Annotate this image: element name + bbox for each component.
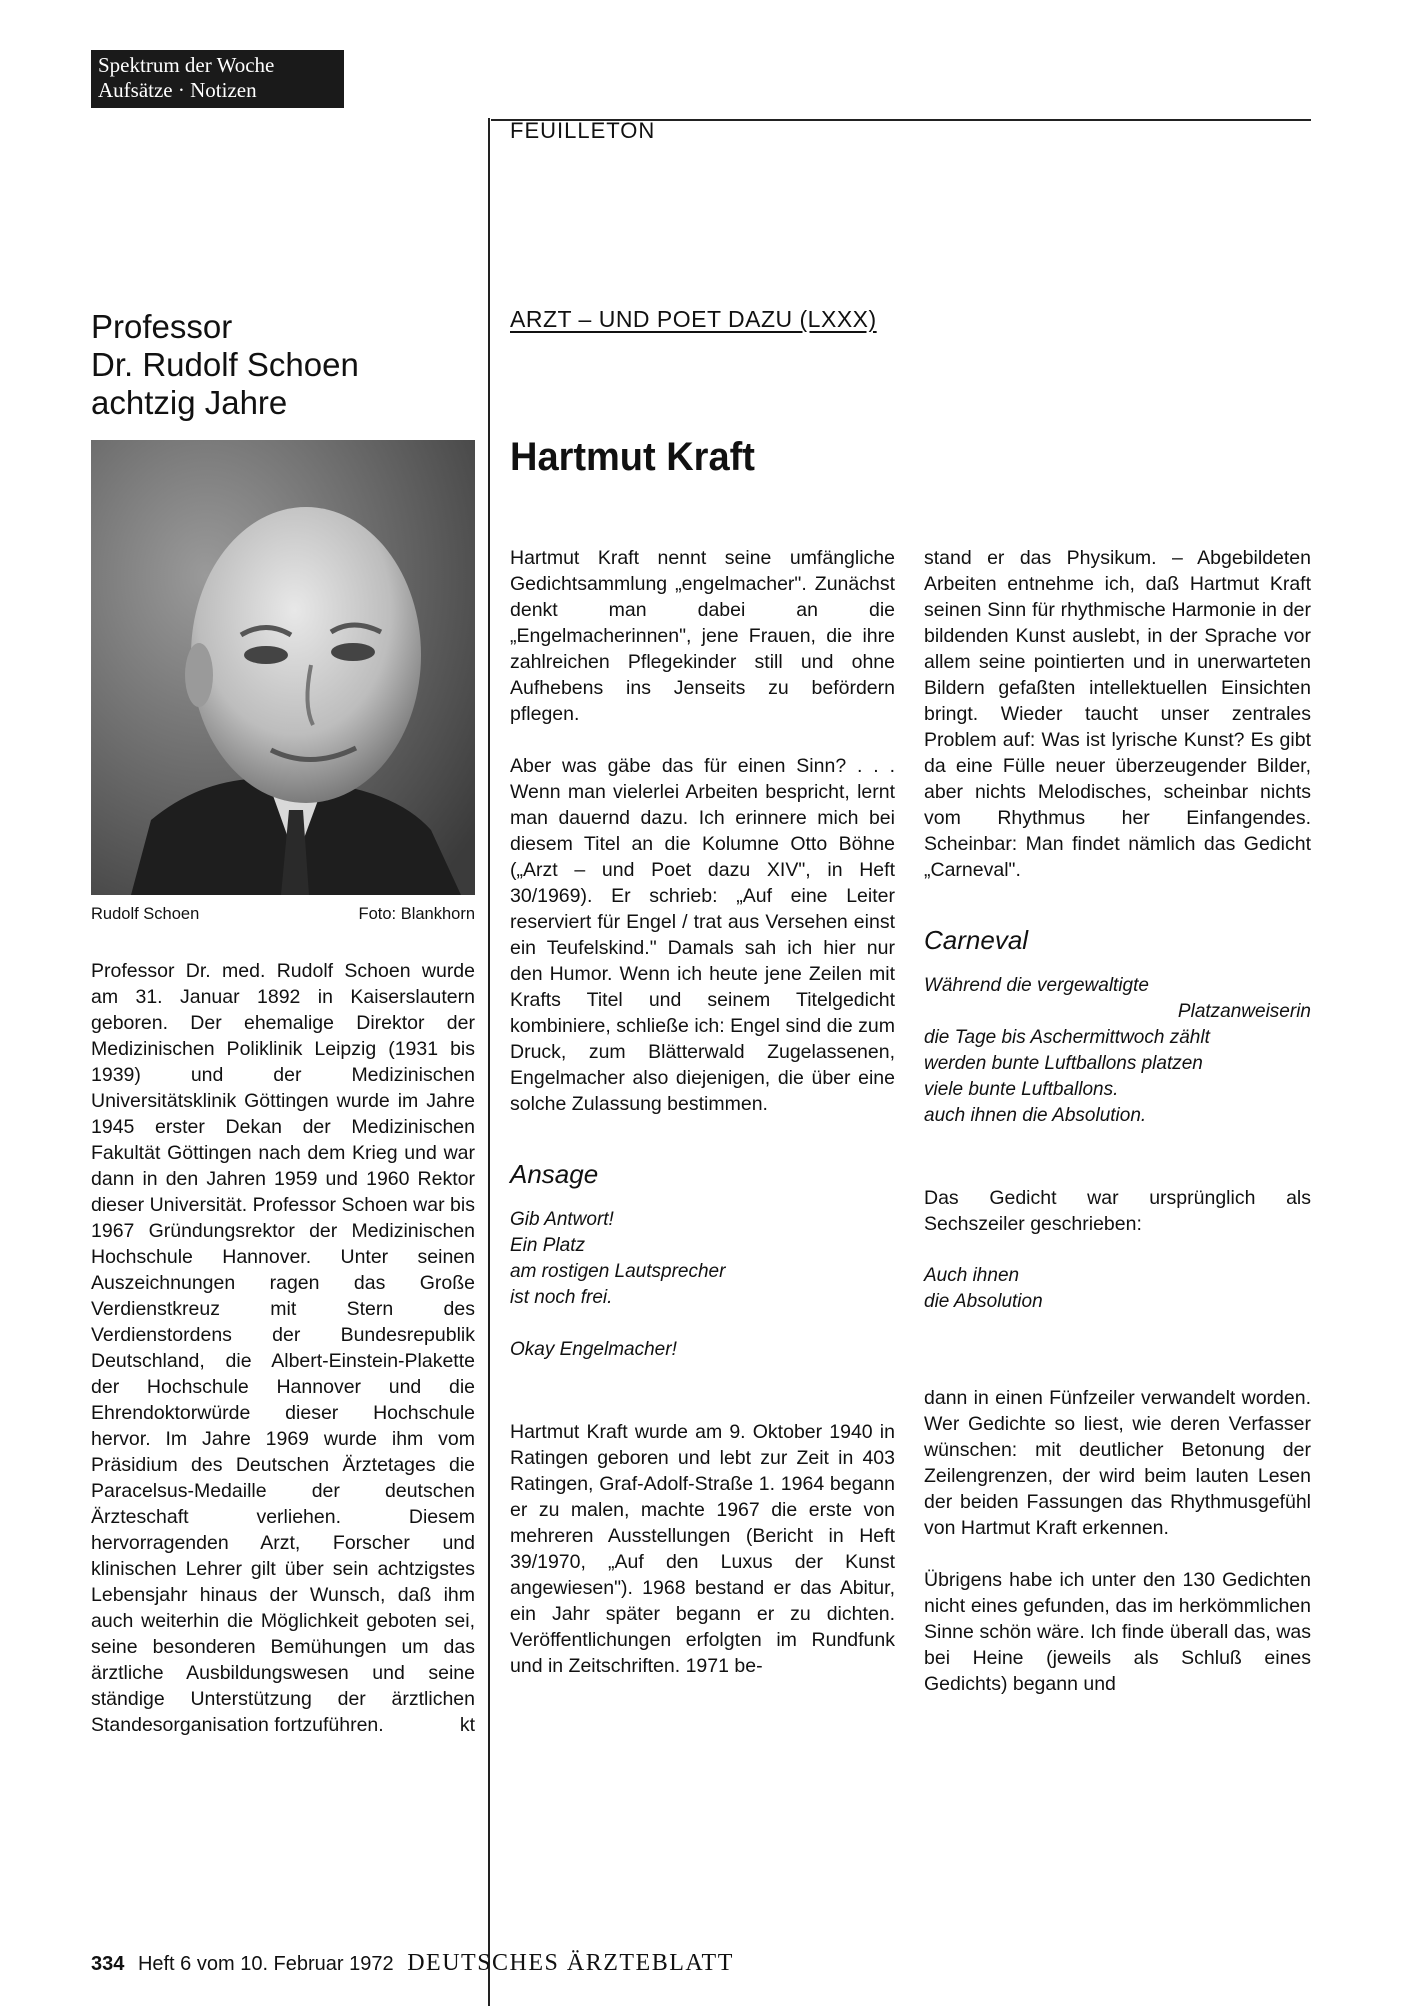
article-column-1 [510,545,895,1679]
poem-line: ist noch frei. [510,1287,613,1308]
rubric-label: FEUILLETON [510,118,656,143]
section-label-line2: Aufsätze · Notizen [98,78,257,102]
sidebar-text: Professor Dr. med. Rudolf Schoen wurde am 31. Januar 1892 in Kaiserslautern geboren. Der ehemalige Direktor der Medizinischen Poliklinik Leipzig (1931 bis 1939) und der Medizinischen Universitätsklinik Göttingen wurde im Jahre 1945 erster Dekan der Medizinischen Fakultät Göttingen nach dem Krieg und war dann in den Jahren 1959 und 1960 Rektor dieser Universität. Professor Schoen war bis 1967 Gründungsrektor der Medizinischen Hochschule Hannover. Unter seinen Auszeichnungen ragen das Große Verdienstkreuz mit Stern des Verdienstordens der Bundesrepublik Deutschland, die Albert-Einstein-Plakette der Hochschule Hannover und die Ehrendoktorwürde dieser Hochschule hervor. Im Jahre 1969 wurde ihm vom Präsidium des Deutschen Ärztetages die Paracelsus-Medaille der deutschen Ärzteschaft verliehen. Diesem hervorragenden Arzt, Forscher und klinischen Lehrer gilt über sein achtzigstes Lebensjahr hinaus der Wunsch, daß ihm auch weiterhin die Möglichkeit geboten sei, seine besonderen Bemühungen um das ärztliche Ausbildungswesen und seine ständige Unterstützung der ärztlichen Standesorganisation fortzuführen. [91,960,475,1736]
paragraph: dann in einen Fünfzeiler verwandelt worden. Wer Gedichte so liest, wie deren Verfasser wünschen: mit deutlicher Betonung der Zeilengrenzen, der wird beim lauten Lesen der beiden Fassungen das Rhythmusgefühl von Hartmut Kraft erkennen. [924,1387,1311,1539]
poem-line: Platzanweiserin [1177,1001,1311,1022]
poem-title: Ansage [510,1159,599,1189]
paragraph: Das Gedicht war ursprünglich als Sechszeiler geschrieben: [924,1187,1311,1235]
column-divider [488,118,490,2006]
sidebar-paragraph [91,958,475,1738]
paragraph: Hartmut Kraft nennt seine umfängliche Gedichtsammlung „engelmacher". Zunächst denkt man dabei an die „Engelmacherinnen", jene Frauen, die ihre zahlreichen Pflegekinder still und ohne Aufhebens ins Jenseits zu befördern pflegen. [510,547,895,725]
poem-line: Gib Antwort! [510,1209,614,1230]
sidebar-title-line: Dr. Rudolf Schoen [91,346,359,383]
section-label-line1: Spektrum der Woche [98,53,275,77]
section-label [91,50,344,108]
poem-stanza [924,1263,1311,1315]
poem-line: auch ihnen die Absolution. [924,1105,1147,1126]
author-initials: kt [459,1714,475,1736]
page-footer [91,1950,734,1977]
poem-title: Carneval [924,925,1029,955]
sidebar-title-line: achtzig Jahre [91,384,288,421]
sidebar-body [91,958,475,1738]
issue-info: Heft 6 vom 10. Februar 1972 [137,1953,394,1975]
paragraph: Hartmut Kraft wurde am 9. Oktober 1940 in Ratingen geboren und lebt zur Zeit in 403 Ratingen, Graf-Adolf-Straße 1. 1964 begann er zu malen, machte 1967 die erste von mehreren Ausstellungen (Bericht in Heft 39/1970, „Auf den Luxus der Kunst angewiesen"). 1968 bestand er das Abitur, ein Jahr später begann er zu dichten. Veröffentlichungen erfolgten im Rundfunk und in Zeitschriften. 1971 be- [510,1421,895,1677]
poem-line: werden bunte Luftballons platzen [924,1053,1203,1074]
poem-line: die Absolution [924,1291,1043,1312]
poem-stanza [510,1207,895,1363]
poem-line: viele bunte Luftballons. [924,1079,1119,1100]
poem-line: Ein Platz [510,1235,585,1256]
article-column-2 [924,545,1311,1697]
portrait-image [91,440,475,895]
poem-line: Auch ihnen [924,1265,1020,1286]
sidebar-title-line: Professor [91,308,233,345]
article-headline: Hartmut Kraft [510,435,755,479]
photo-caption [91,905,475,924]
poem-stanza [924,973,1311,1129]
journal-name: DEUTSCHES ÄRZTEBLATT [407,1950,734,1976]
poem-line: die Tage bis Aschermittwoch zählt [924,1027,1210,1048]
poem-line: Während die vergewaltigte [924,975,1149,996]
paragraph: Übrigens habe ich unter den 130 Gedichten nicht eines gefunden, das im herkömmlichen Sinne schön wäre. Ich finde überall das, was bei Heine (jeweils als Schluß eines Gedichts) begann und [924,1569,1311,1695]
paragraph: stand er das Physikum. – Abgebildeten Arbeiten entnehme ich, daß Hartmut Kraft seinen Sinn für rhythmische Harmonie in der bildenden Kunst auslebt, in der Sprache vor allem seine pointierten und in unerwarteten Bildern gefaßten intellektuellen Einsichten bringt. Wieder taucht unser zentrales Problem auf: Was ist lyrische Kunst? Es gibt da eine Fülle neuer überzeugender Bilder, aber nichts Melodisches, scheinbar nichts vom Rhythmus her Einfangendes. Scheinbar: Man findet nämlich das Gedicht „Carneval". [924,547,1311,881]
page-number: 334 [91,1953,125,1975]
caption-name: Rudolf Schoen [91,905,200,923]
poem-line: Okay Engelmacher! [510,1339,677,1360]
series-title: ARZT – UND POET DAZU (LXXX) [510,306,877,332]
caption-credit: Foto: Blankhorn [358,905,475,923]
portrait-photo [91,440,475,895]
poem-line: am rostigen Lautsprecher [510,1261,726,1282]
sidebar-title [91,308,359,422]
paragraph: Aber was gäbe das für einen Sinn? . . . Wenn man vielerlei Arbeiten bespricht, lernt man dauernd dazu. Ich erinnere mich bei diesem Titel an die Kolumne Otto Böhne („Arzt – und Poet dazu XIV", in Heft 30/1969). Er schrieb: „Auf eine Leiter reserviert für Engel / trat aus Versehen einst ein Teufelskind." Damals sah ich hier nur den Humor. Wenn ich heute jene Zeilen mit Krafts Titel und seinem Titelgedicht kombiniere, schließe ich: Engel sind die zum Druck, zum Blätterwald Zugelassenen, Engelmacher also diejenigen, die über eine solche Zulassung bestimmen. [510,755,895,1115]
